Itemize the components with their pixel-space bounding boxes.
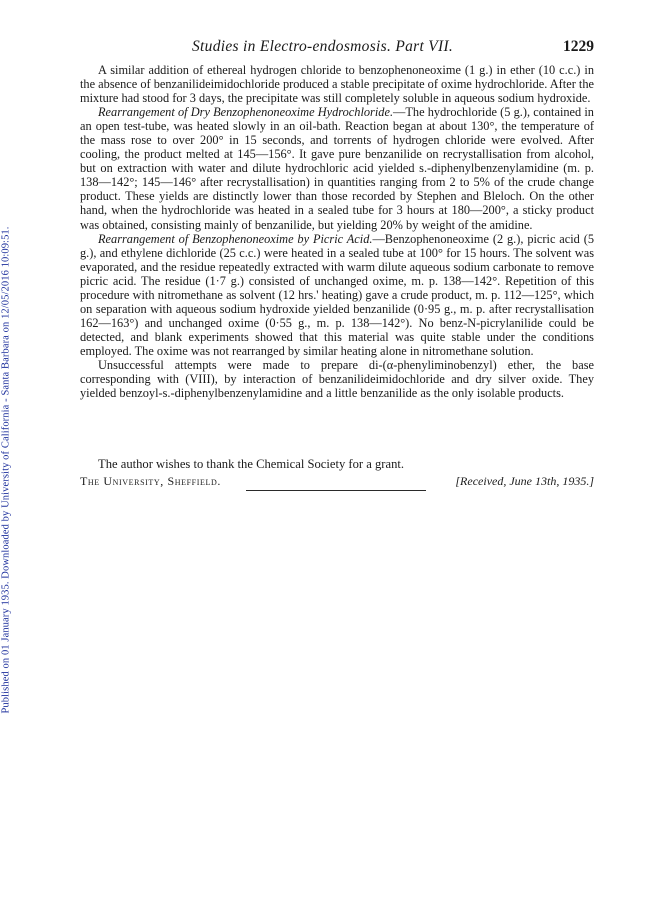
paragraph-text: A similar addition of ethereal hydrogen chloride to benzophenoneoxime (1 g.) in ether (10 c.c.) in the absence of benzanilideimidochloride produced a stable precipitate of oxime hydrochloride. After the mixture had stood for 3 days, the precipitate was still completely soluble in aqueous sodium hydroxide. bbox=[80, 63, 594, 106]
paragraph bbox=[80, 232, 594, 358]
paragraph-text: Unsuccessful attempts were made to prepare di-(α-phenyliminobenzyl) ether, the base corresponding with (VIII), by interaction of benzanilideimidochloride and dry silver oxide. They yielded benzoyl-s.-diphenylbenzenylamidine and a little benzanilide as the only isolable products. bbox=[80, 357, 594, 401]
article-body bbox=[80, 63, 594, 400]
page-number: 1229 bbox=[563, 38, 594, 55]
paragraph bbox=[80, 358, 594, 400]
section-heading: Rearrangement of Dry Benzophenoneoxime Hydrochloride. bbox=[98, 105, 394, 120]
paragraph bbox=[80, 105, 594, 231]
publication-stamp-text: Published on 01 January 1935. Downloaded by University of California - Santa Barbara on 12/05/2016 10:09:51. bbox=[0, 226, 12, 714]
affiliation-line bbox=[80, 474, 594, 490]
page-header bbox=[80, 38, 594, 58]
section-heading: Rearrangement of Benzophenoneoxime by Picric Acid. bbox=[98, 231, 373, 246]
received-date: [Received, June 13th, 1935.] bbox=[455, 474, 594, 488]
end-rule bbox=[246, 490, 426, 491]
institution: The University, Sheffield. bbox=[80, 474, 221, 488]
acknowledgement: The author wishes to thank the Chemical Society for a grant. bbox=[98, 457, 405, 471]
paragraph bbox=[80, 63, 594, 105]
running-title: Studies in Electro-endosmosis. Part VII. bbox=[192, 38, 454, 55]
paragraph-text: —The hydrochloride (5 g.), contained in an open test-tube, was heated slowly in an oil-bath. Reaction began at about 130°, the temperature of the mass rose to over 200° in 15 seconds, and torrents of hydrogen chloride were evolved. After cooling, the product melted at 145—156°. It gave pure benzanilide on recrystallisation from alcohol, but on extraction with water and dilute hydrochloric acid yielded s.-diphenylbenzenylamidine (m. p. 138—142°; 145—146° after recrystallisation) in quantities ranging from 2 to 5% of the crude change product. These yields are distinctly lower than those recorded by Stephen and Bleloch. On the other hand, when the hydrochloride was heated in a sealed tube for 3 hours at 180—200°, a sticky product was obtained, consisting mainly of benzanilide, but yielding 20% by weight of the amidine. bbox=[80, 105, 594, 232]
paragraph-text: —Benzophenoneoxime (2 g.), picric acid (5 g.), and ethylene dichloride (25 c.c.) were heated in a sealed tube at 100° for 15 hours. The solvent was evaporated, and the residue repeatedly extracted with warm dilute aqueous sodium carbonate to remove picric acid. The residue (1·7 g.) consisted of unchanged oxime, m. p. 138—142°. Repetition of this procedure with nitromethane as solvent (12 hrs.' heating) gave a crude product, m. p. 112—125°, which on separation with aqueous sodium hydroxide yielded benzanilide (0·95 g., m. p. after recrystallisation 162—163°) and unchanged oxime (0·55 g., m. p. 138—142°). No benz-N-picrylanilide could be detected, and blank experiments showed that this material was quite stable under the conditions employed. The oxime was not rearranged by similar heating alone in nitromethane solution. bbox=[80, 231, 594, 358]
